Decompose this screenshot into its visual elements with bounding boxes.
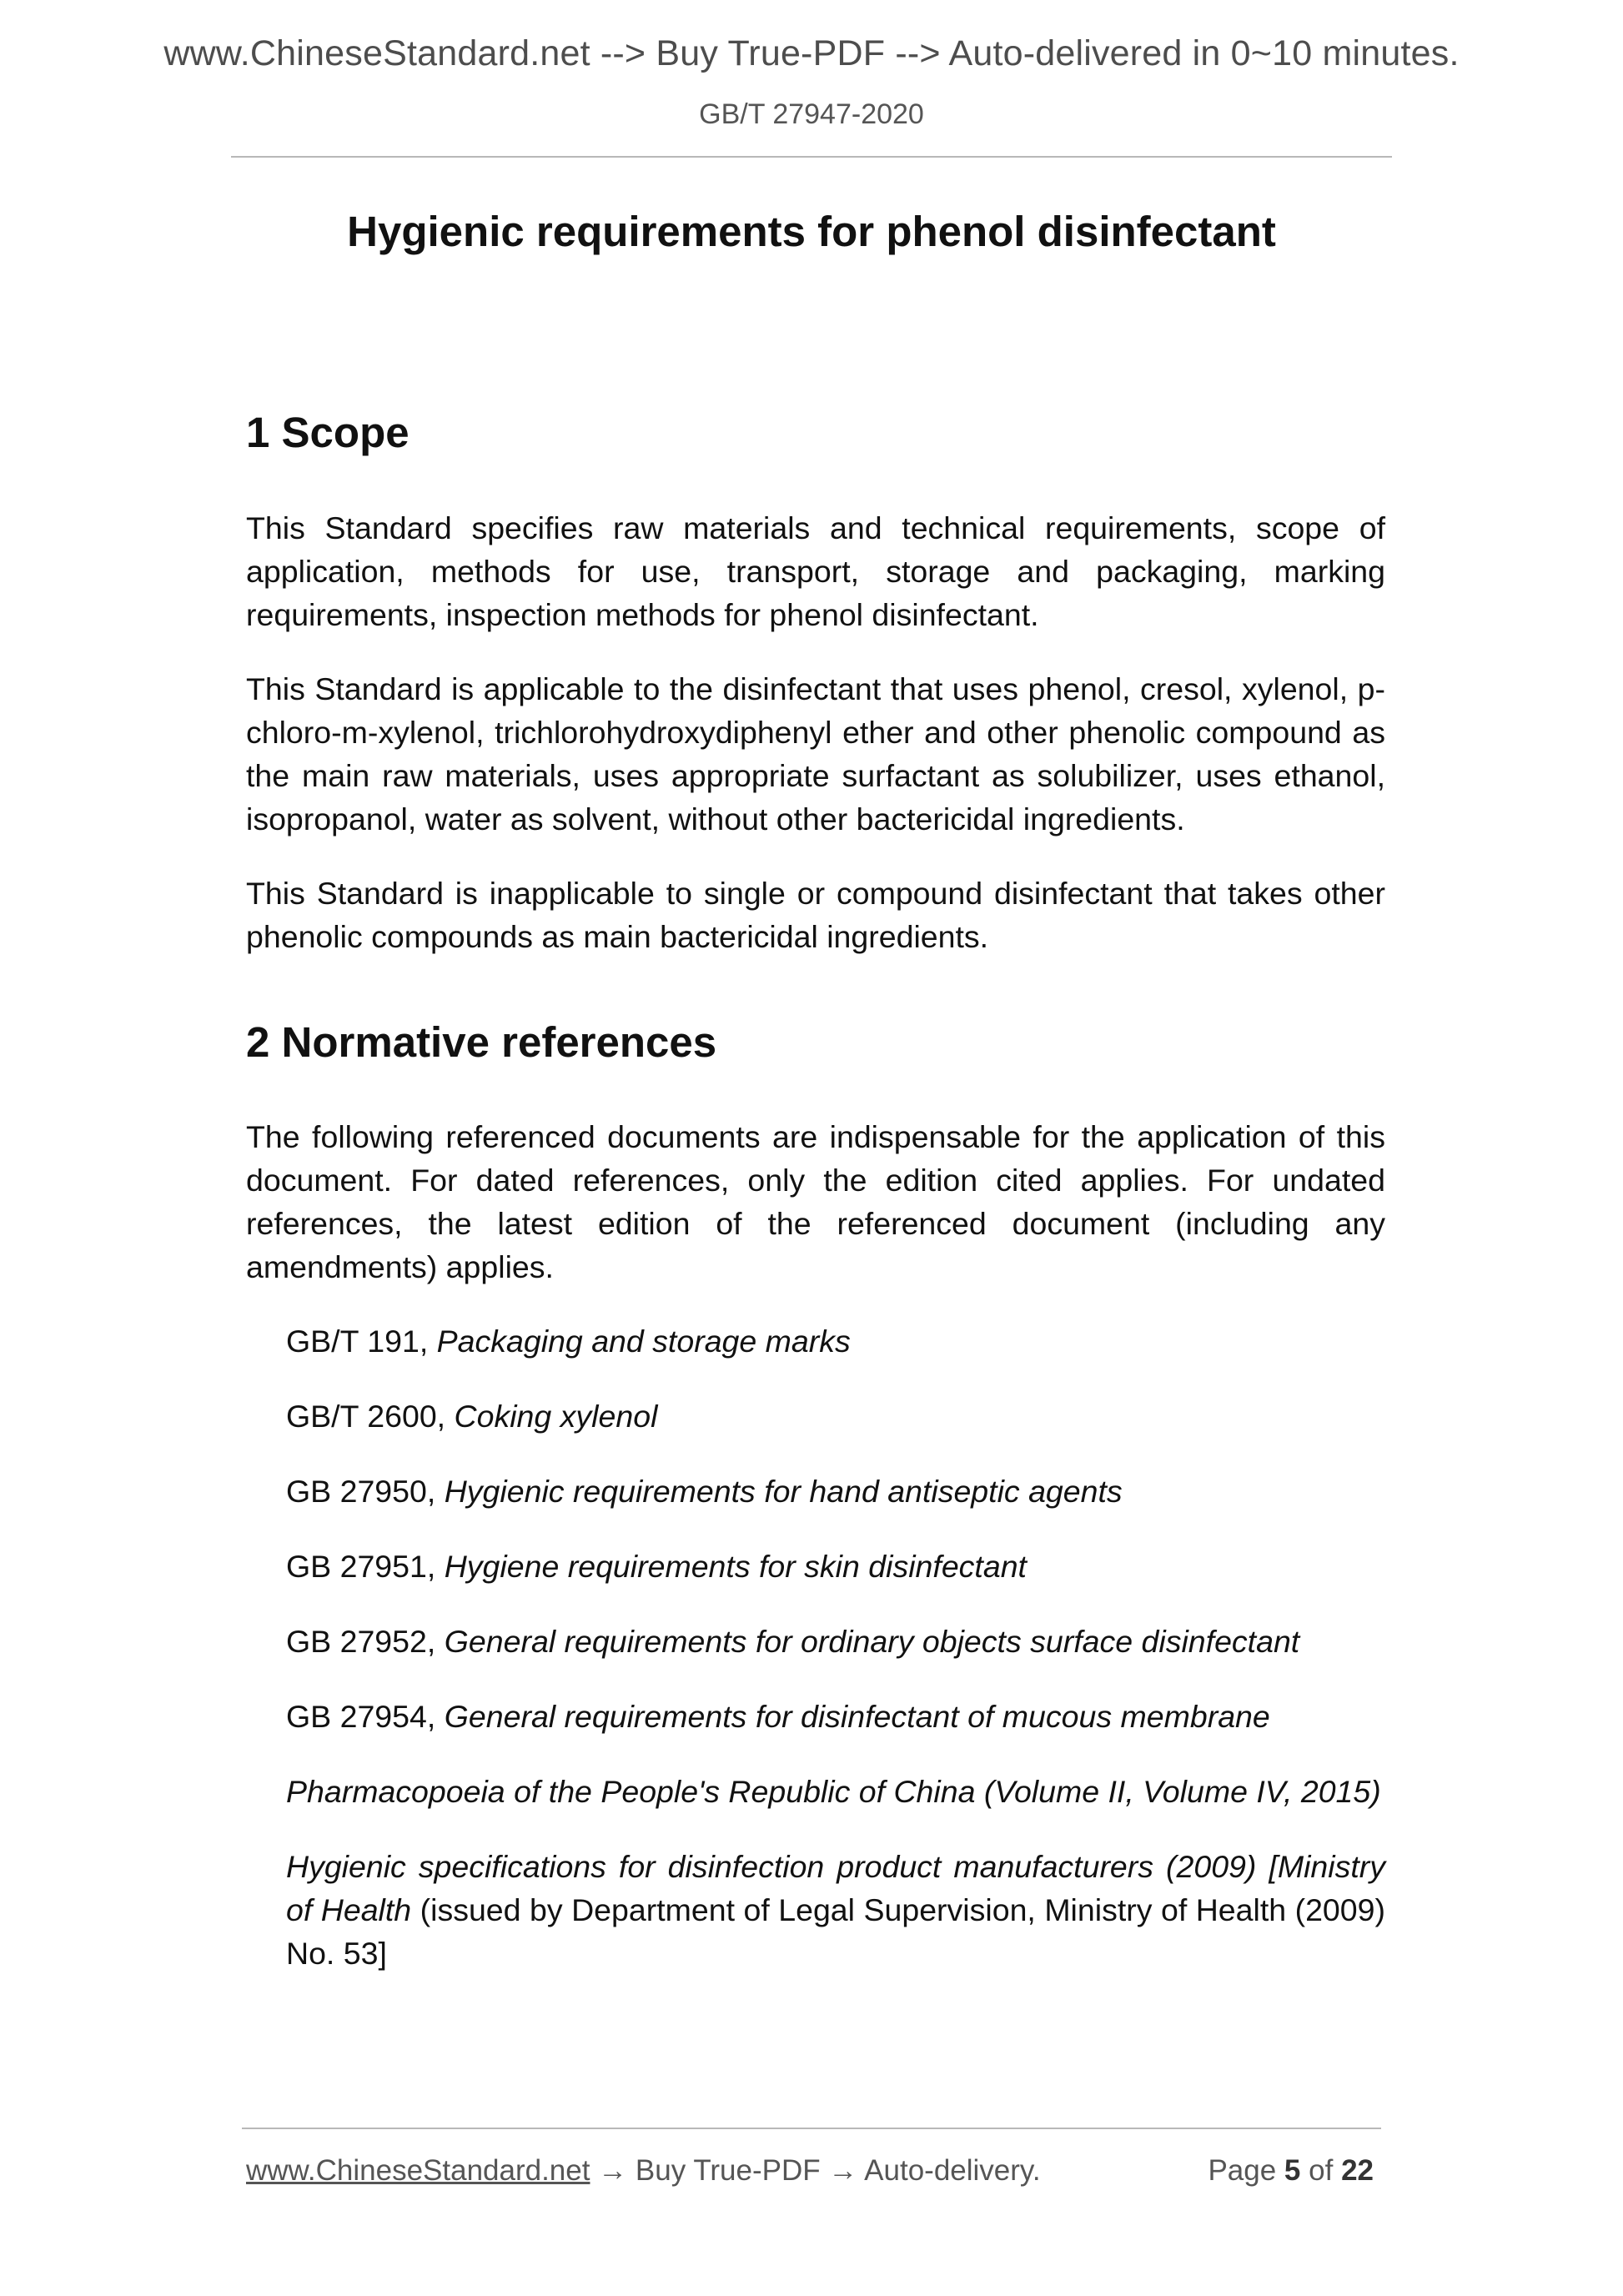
reference-item: [286, 1319, 1385, 1363]
reference-title: Hygienic specifications for disinfection product manufacturers (2009) [Ministry of Health: [286, 1849, 1385, 1928]
reference-item: [286, 1620, 1385, 1663]
reference-code: GB 27950,: [286, 1474, 445, 1510]
reference-code: GB 27954,: [286, 1699, 445, 1735]
reference-title: General requirements for ordinary objects surface disinfectant: [444, 1624, 1300, 1660]
page-current: 5: [1284, 2154, 1301, 2187]
header-banner: www.ChineseStandard.net --> Buy True-PDF --> Auto-delivered in 0~10 minutes.: [163, 33, 1460, 73]
normative-intro: The following referenced documents are indispensable for the application of this document. For dated references, only the edition cited applies. For undated references, the latest edition of the referenced document (including any amendments) applies.: [246, 1119, 1385, 1285]
reference-item: [286, 1845, 1385, 1975]
reference-code: GB 27952,: [286, 1624, 445, 1660]
reference-note: (issued by Department of Legal Supervision, Ministry of Health (2009) No. 53]: [286, 1892, 1385, 1972]
footer-left: [246, 2154, 1041, 2188]
page-label: Page: [1208, 2154, 1277, 2187]
reference-item: [286, 1470, 1385, 1513]
document-title: Hygienic requirements for phenol disinfectant: [347, 208, 1276, 255]
reference-code: GB/T 2600,: [286, 1399, 455, 1434]
reference-title: General requirements for disinfectant of mucous membrane: [444, 1699, 1270, 1735]
reference-item: [286, 1545, 1385, 1588]
page-indicator: [1208, 2154, 1374, 2188]
reference-code: GB/T 191,: [286, 1324, 437, 1359]
scope-paragraph-1: This Standard specifies raw materials and technical requirements, scope of application, methods for use, transport, storage and packaging, marking requirements, inspection methods for phenol disinfectant.: [246, 510, 1385, 632]
reference-title: Packaging and storage marks: [436, 1324, 851, 1359]
reference-item: [286, 1695, 1385, 1738]
page-footer: [246, 2154, 1374, 2191]
footer-site-link[interactable]: www.ChineseStandard.net: [246, 2154, 590, 2187]
reference-title: Hygienic requirements for hand antiseptic agents: [444, 1474, 1123, 1510]
standard-number: GB/T 27947-2020: [699, 98, 924, 130]
header-divider: [231, 156, 1392, 158]
reference-title: Hygiene requirements for skin disinfectant: [444, 1549, 1027, 1585]
reference-item: [286, 1394, 1385, 1438]
scope-paragraph-3: This Standard is inapplicable to single or compound disinfectant that takes other phenolic compounds as main bactericidal ingredients.: [246, 875, 1385, 954]
section-heading-normative-references: 2 Normative references: [246, 1017, 717, 1066]
reference-code: GB 27951,: [286, 1549, 445, 1585]
reference-title: Coking xylenol: [454, 1399, 658, 1434]
reference-item: [286, 1770, 1385, 1813]
section-heading-scope: 1 Scope: [246, 409, 410, 456]
footer-divider: [242, 2128, 1381, 2129]
page-total: 22: [1341, 2154, 1374, 2187]
reference-title: Pharmacopoeia of the People's Republic of China (Volume II, Volume IV, 2015): [286, 1774, 1381, 1810]
footer-tagline: → Buy True-PDF → Auto-delivery.: [590, 2154, 1041, 2187]
scope-paragraph-2: This Standard is applicable to the disinfectant that uses phenol, cresol, xylenol, p-chloro-m-xylenol, trichlorohydroxydiphenyl ether and other phenolic compound as the main raw materials, uses appropriate surfactant as solubilizer, uses ethanol, isopropanol, water as solvent, without other bactericidal ingredients.: [246, 671, 1385, 837]
page-of-label: of: [1309, 2154, 1334, 2187]
document-body: [246, 409, 1385, 2007]
